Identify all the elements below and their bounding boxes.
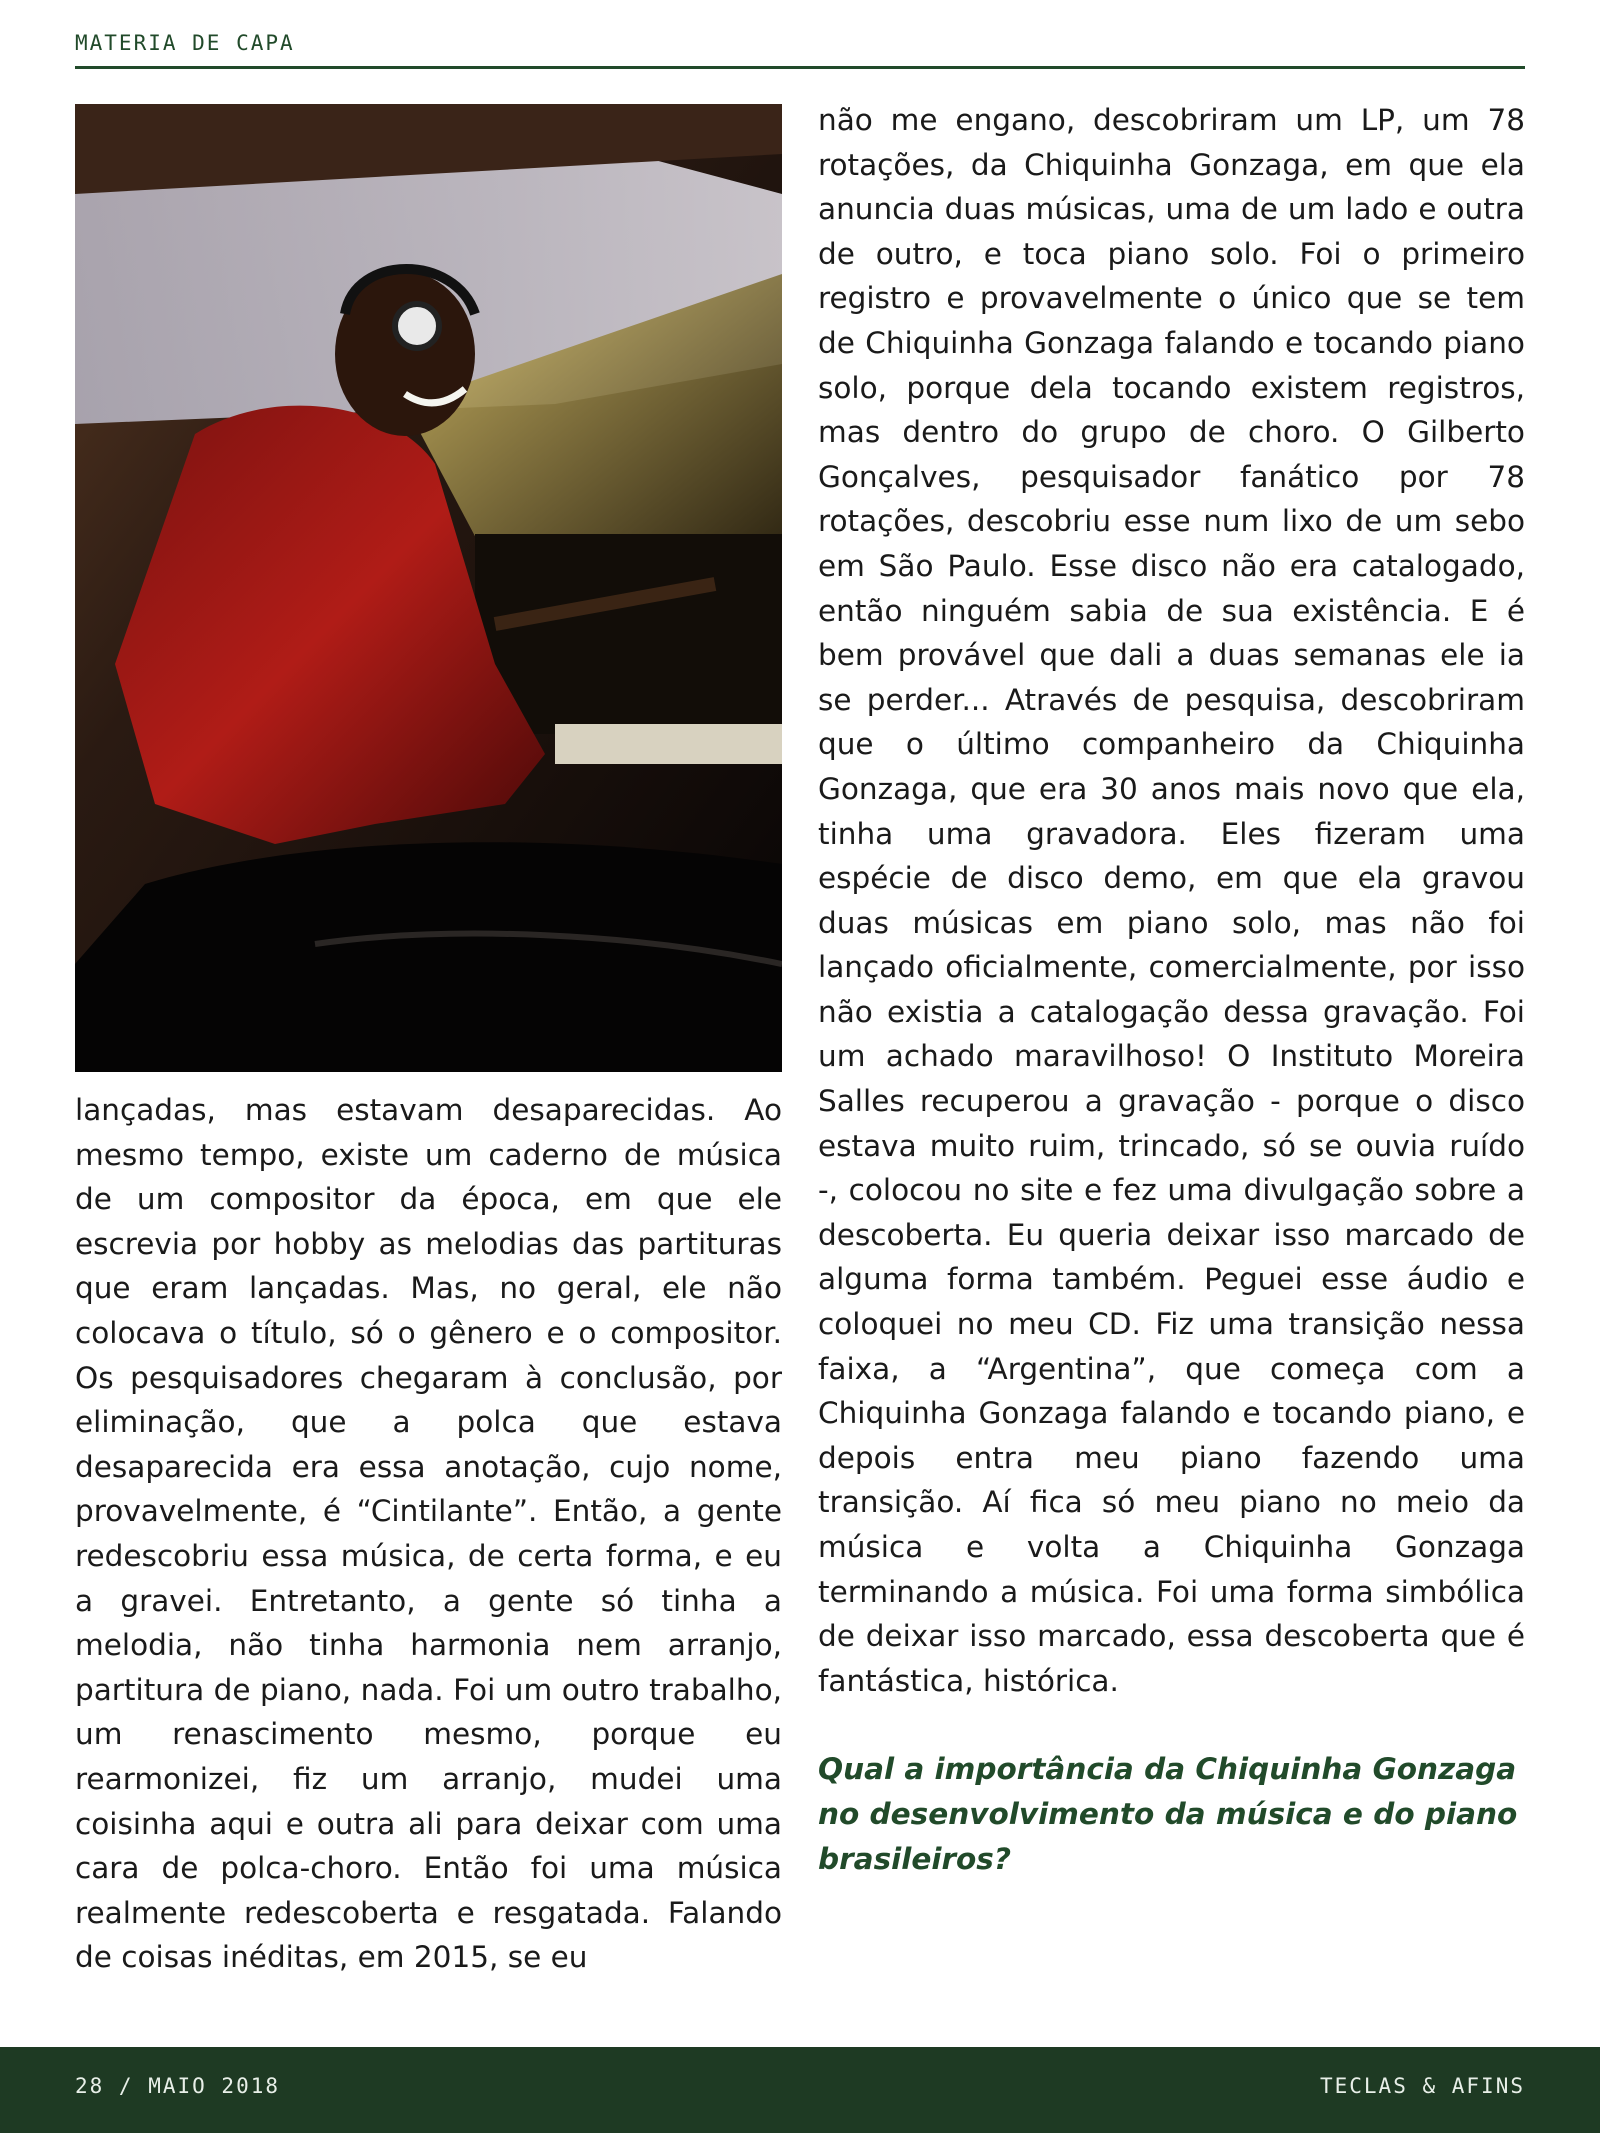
header-divider [75, 66, 1525, 69]
article-column-right [818, 98, 1525, 2022]
page-footer [0, 2047, 1600, 2133]
photo-illustration [75, 104, 782, 1072]
interview-question: Qual a importância da Chiquinha Gonzaga no desenvolvimento da música e do piano brasileiros? [818, 1752, 1518, 1876]
section-label: MATERIA DE CAPA [75, 31, 295, 55]
article-column-left [75, 1088, 782, 2020]
pianist-photo [75, 104, 782, 1072]
magazine-name: TECLAS & AFINS [1319, 2074, 1525, 2098]
page-number-date: 28 / MAIO 2018 [75, 2074, 281, 2098]
article-paragraph: lançadas, mas estavam desaparecidas. Ao mesmo tempo, existe um caderno de música de um compositor da época, em que ele escrevia por hobby as melodias das partituras que eram lançadas. Mas, no geral, ele não colocava o título, só o gênero e o compositor. Os pesquisadores chegaram à conclusão, por eliminação, que a polca que estava desaparecida era essa anotação, cujo nome, provavelmente, é “Cintilante”. Então, a gente redescobriu essa música, de certa forma, e eu a gravei. Entretanto, a gente só tinha a melodia, não tinha harmonia nem arranjo, partitura de piano, nada. Foi um outro trabalho, um renascimento mesmo, porque eu rearmonizei, fiz um arranjo, mudei uma coisinha aqui e outra ali para deixar com uma cara de polca-choro. Então foi uma música realmente redescoberta e resgatada. Falando de coisas inéditas, em 2015, se eu [75, 1093, 782, 1975]
article-paragraph: não me engano, descobriram um LP, um 78 rotações, da Chiquinha Gonzaga, em que ela anuncia duas músicas, uma de um lado e outra de outro, e toca piano solo. Foi o primeiro registro e provavelmente o único que se tem de Chiquinha Gonzaga falando e tocando piano solo, porque dela tocando existem registros, mas dentro do grupo de choro. O Gilberto Gonçalves, pesquisador fanático por 78 rotações, descobriu esse num lixo de um sebo em São Paulo. Esse disco não era catalogado, então ninguém sabia de sua existência. E é bem provável que dali a duas semanas ele ia se perder... Através de pesquisa, descobriram que o último companheiro da Chiquinha Gonzaga, que era 30 anos mais novo que ela, tinha uma gravadora. Eles fizeram uma espécie de disco demo, em que ela gravou duas músicas em piano solo, mas não foi lançado oficialmente, comercialmente, por isso não existia a catalogação dessa gravação. Foi um achado maravilhoso! O Instituto Moreira Salles recuperou a gravação - porque o disco estava muito ruim, trincado, só se ouvia ruído -, colocou no site e fez uma divulgação sobre a descoberta. Eu queria deixar isso marcado de alguma forma também. Peguei esse áudio e coloquei no meu CD. Fiz uma transição nessa faixa, a “Argentina”, que começa com a Chiquinha Gonzaga falando e tocando piano, e depois entra meu piano fazendo uma transição. Aí fica só meu piano no meio da música e volta a Chiquinha Gonzaga terminando a música. Foi uma forma simbólica de deixar isso marcado, essa descoberta que é fantástica, histórica. [818, 103, 1525, 1698]
